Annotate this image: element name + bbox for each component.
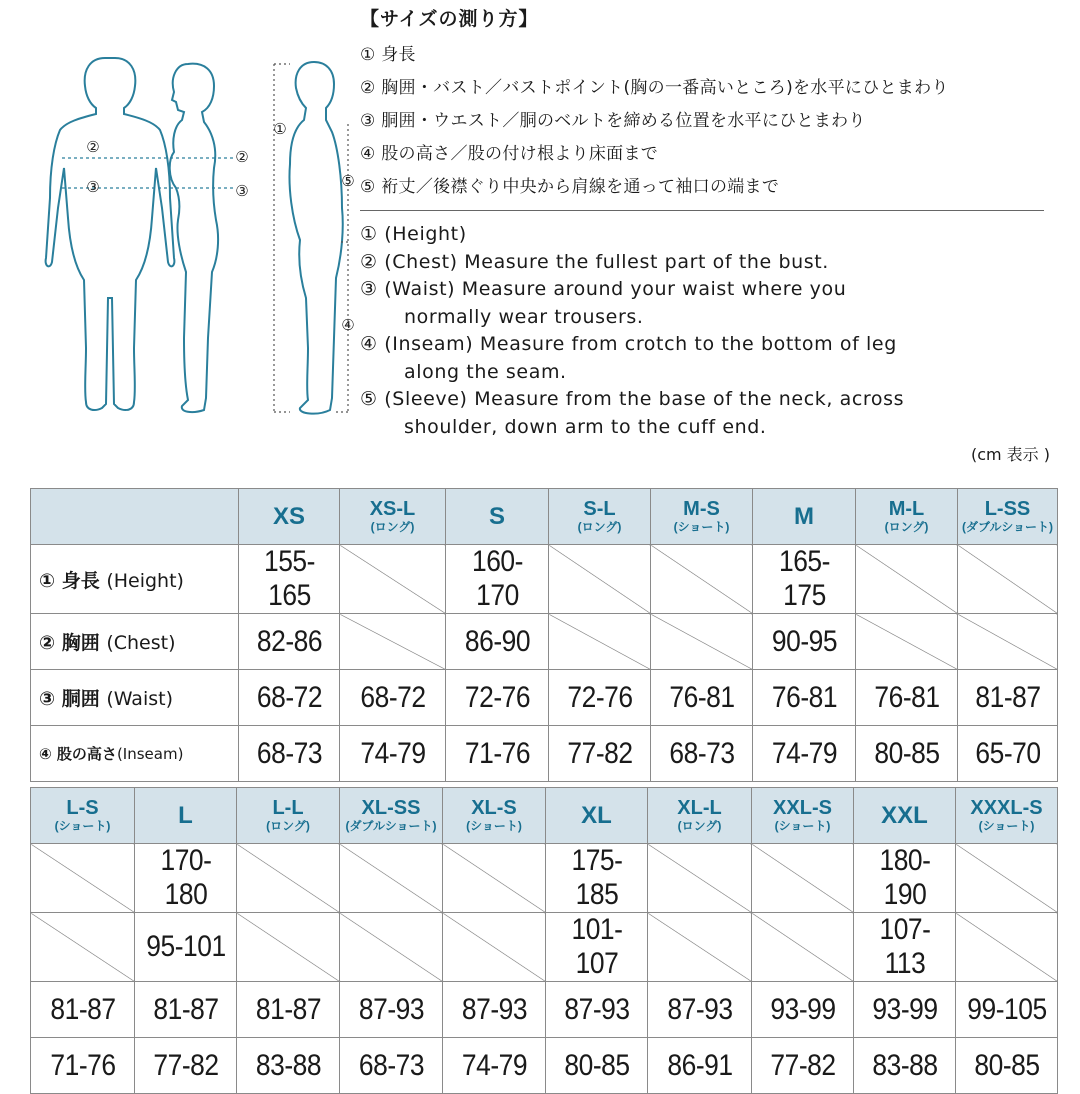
size-table-2 [30,787,1058,1094]
table-cell: 77-82 [141,1038,231,1094]
empty-cell [237,913,340,982]
table-cell: 87-93 [449,982,540,1038]
table-cell: 83-88 [860,1038,950,1094]
empty-cell [31,844,135,913]
table-cell: 72-76 [452,670,543,726]
empty-cell [958,614,1058,670]
table-cell: 155-165 [245,545,334,614]
unit-note: (cm 表示 ) [970,445,1050,464]
size-header-xs: XS [239,489,340,545]
table-cell: 76-81 [657,670,747,726]
figure-label-chest-side: ② [235,148,249,166]
guide-divider [360,210,1044,211]
jp-item-inseam: ④ 股の高さ／股の付け根より床面まで [360,144,659,164]
en-item-height: ① (Height) [360,223,467,245]
table-cell: 99-105 [962,982,1052,1038]
empty-cell [237,844,340,913]
figure-label-chest-front: ② [86,138,100,156]
empty-cell [443,844,546,913]
size-header-xl-ss: XL-SS (ダブルショート) [340,788,443,844]
empty-cell [340,545,446,614]
table-cell: 83-88 [243,1038,334,1094]
size-header-l-s: L-S (ショート) [31,788,135,844]
table1-corner [31,489,239,545]
empty-cell [856,545,958,614]
empty-cell [340,614,446,670]
size-header-m: M [753,489,856,545]
table1-row-height [31,545,1058,614]
size-header-l-l: L-L (ロング) [237,788,340,844]
en-item-chest: ② (Chest) Measure the fullest part of the bust. [360,250,829,273]
en-instructions [360,221,1060,441]
row-label-inseam: ④ 股の高さ(Inseam) [31,726,239,782]
table-cell: 170-180 [141,844,231,913]
empty-cell [958,545,1058,614]
table1-row-inseam [31,726,1058,782]
jp-item-chest: ② 胸囲・バスト／バストポイント(胸の一番高いところ)を水平にひとまわり [360,78,949,98]
table-cell: 180-190 [860,844,950,913]
back-body-outline [289,62,342,414]
table-cell: 160-170 [452,545,543,614]
figure-label-inseam: ④ [341,316,355,334]
size-header-l: L [135,788,237,844]
table-cell: 76-81 [862,670,952,726]
table-cell: 87-93 [552,982,642,1038]
table2-row-inseam [31,1038,1058,1094]
jp-instructions [360,39,1060,204]
table-cell: 68-73 [346,1038,437,1094]
empty-cell [340,913,443,982]
size-header-m-s: M-S (ショート) [651,489,753,545]
row-label-chest: ② 胸囲 (Chest) [31,614,239,670]
table-cell: 68-72 [245,670,334,726]
table-cell: 90-95 [759,614,850,670]
empty-cell [648,913,752,982]
size-header-xs-l: XS-L (ロング) [340,489,446,545]
table-cell: 74-79 [759,726,850,782]
table-cell: 95-101 [141,913,231,982]
row-label-height: ① 身長 (Height) [31,545,239,614]
empty-cell [752,913,854,982]
empty-cell [549,545,651,614]
table-cell: 175-185 [552,844,642,913]
jp-item-height: ① 身長 [360,45,416,65]
size-header-s: S [446,489,549,545]
side-body-outline [170,64,218,412]
figure-label-sleeve: ⑤ [341,172,355,190]
table2-row-waist [31,982,1058,1038]
table-cell: 71-76 [37,1038,129,1094]
measurement-guide [360,4,1060,441]
empty-cell [752,844,854,913]
table-cell: 68-73 [245,726,334,782]
empty-cell [651,545,753,614]
table2-header-row [31,788,1058,844]
body-diagram [28,48,368,428]
empty-cell [31,913,135,982]
en-item-sleeve: ⑤ (Sleeve) Measure from the base of the neck, across shoulder, down arm to the cuff end. [360,388,905,438]
measurement-figure [28,48,368,428]
table-cell: 80-85 [962,1038,1052,1094]
empty-cell [340,844,443,913]
table-cell: 165-175 [759,545,850,614]
table1-row-waist [31,670,1058,726]
figure-label-height: ① [273,120,287,138]
table-cell: 86-90 [452,614,543,670]
table2-row-chest [31,913,1058,982]
table-cell: 80-85 [862,726,952,782]
table1-header-row [31,489,1058,545]
table-cell: 68-73 [657,726,747,782]
table-cell: 74-79 [346,726,439,782]
table-cell: 93-99 [860,982,950,1038]
table-cell: 65-70 [964,726,1052,782]
table2-row-height [31,844,1058,913]
size-header-xl-s: XL-S (ショート) [443,788,546,844]
en-item-inseam: ④ (Inseam) Measure from crotch to the bottom of leg along the seam. [360,333,897,383]
empty-cell [549,614,651,670]
en-item-waist: ③ (Waist) Measure around your waist where you normally wear trousers. [360,278,847,328]
table-cell: 72-76 [555,670,645,726]
table-cell: 101-107 [552,913,642,982]
table-cell: 81-87 [243,982,334,1038]
front-body-outline [46,58,175,410]
empty-cell [956,844,1058,913]
empty-cell [443,913,546,982]
figure-label-waist-side: ③ [235,182,249,200]
table-cell: 81-87 [964,670,1052,726]
table-cell: 93-99 [758,982,848,1038]
table-cell: 74-79 [449,1038,540,1094]
table-cell: 86-91 [654,1038,746,1094]
size-table-1 [30,488,1058,782]
size-header-xxxl-s: XXXL-S (ショート) [956,788,1058,844]
empty-cell [956,913,1058,982]
table-cell: 87-93 [654,982,746,1038]
table-cell: 71-76 [452,726,543,782]
size-header-s-l: S-L (ロング) [549,489,651,545]
guide-title: 【サイズの測り方】 [360,8,539,30]
table-cell: 81-87 [141,982,231,1038]
size-header-m-l: M-L (ロング) [856,489,958,545]
table-cell: 80-85 [552,1038,642,1094]
table-cell: 77-82 [555,726,645,782]
size-header-xxl: XXL [854,788,956,844]
jp-item-sleeve: ⑤ 裄丈／後襟ぐり中央から肩線を通って袖口の端まで [360,177,780,197]
table-cell: 76-81 [759,670,850,726]
table-cell: 87-93 [346,982,437,1038]
empty-cell [651,614,753,670]
size-header-xl-l: XL-L (ロング) [648,788,752,844]
size-header-xl: XL [546,788,648,844]
table-cell: 68-72 [346,670,439,726]
table-cell: 77-82 [758,1038,848,1094]
table-cell: 82-86 [245,614,334,670]
empty-cell [856,614,958,670]
empty-cell [648,844,752,913]
table-cell: 107-113 [860,913,950,982]
figure-label-waist-front: ③ [86,178,100,196]
row-label-waist: ③ 胴囲 (Waist) [31,670,239,726]
table-cell: 81-87 [37,982,129,1038]
jp-item-waist: ③ 胴囲・ウエスト／胴のベルトを締める位置を水平にひとまわり [360,111,866,131]
size-header-l-ss: L-SS (ダブルショート) [958,489,1058,545]
table1-row-chest [31,614,1058,670]
size-header-xxl-s: XXL-S (ショート) [752,788,854,844]
